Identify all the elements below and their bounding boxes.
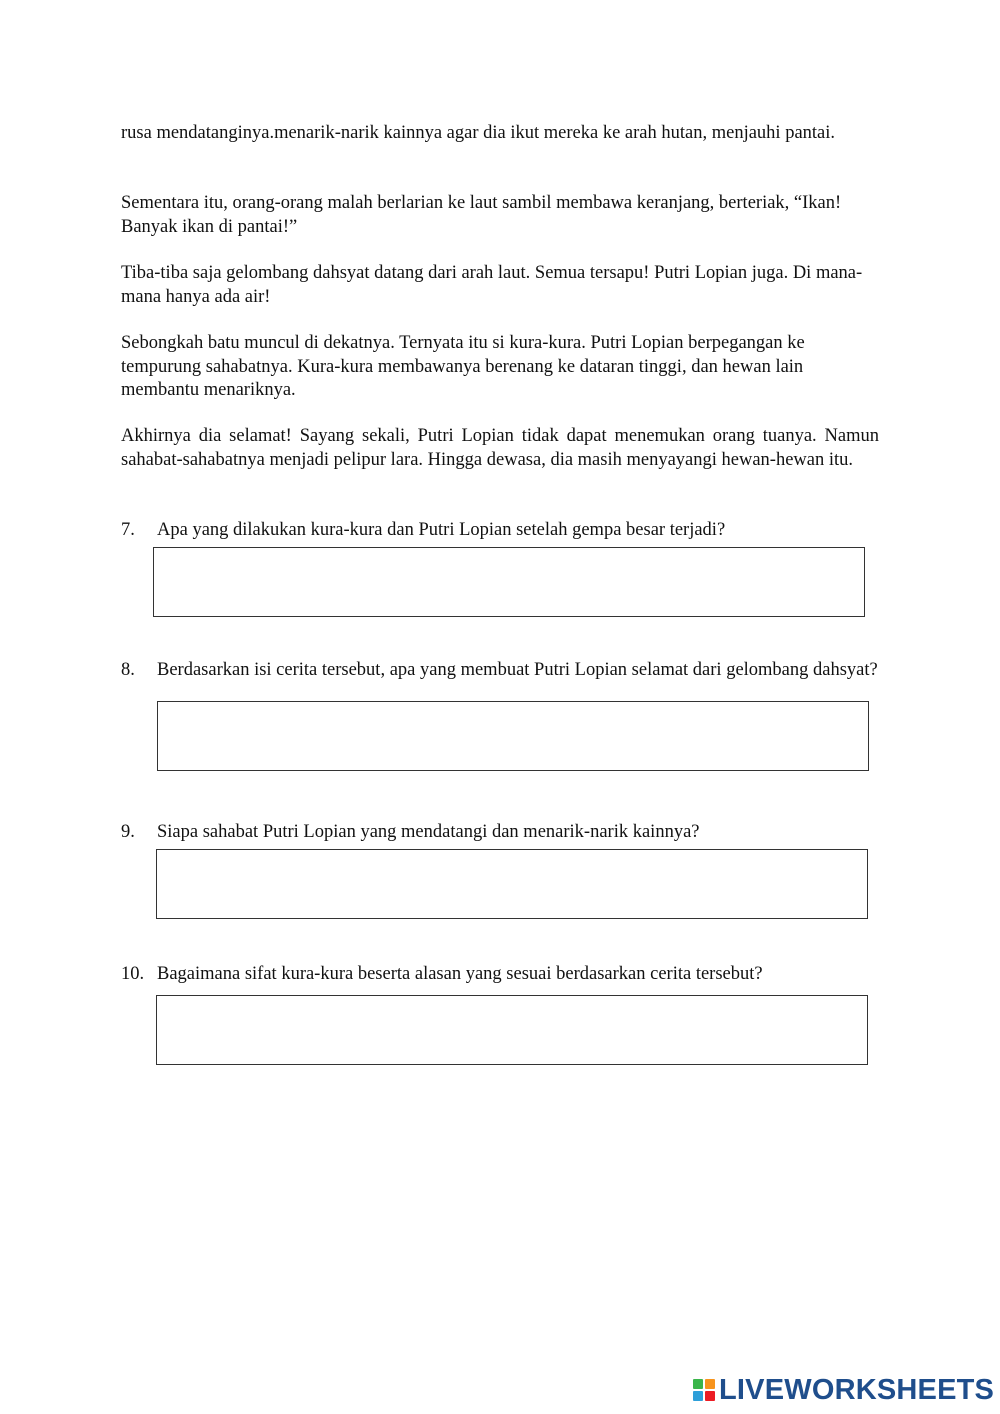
story-paragraph-3: Tiba-tiba saja gelombang dahsyat datang dari arah laut. Semua tersapu! Putri Lopian juga. Di mana-mana hanya ada air!: [121, 263, 863, 307]
question-7-number: 7.: [121, 520, 135, 540]
logo-square-orange: [705, 1379, 715, 1389]
question-8-text: Berdasarkan isi cerita tersebut, apa yang membuat Putri Lopian selamat dari gelombang dahsyat?: [157, 660, 878, 680]
story-paragraph-5: Akhirnya dia selamat! Sayang sekali, Putri Lopian tidak dapat menemukan orang tuanya. Namun sahabat-sahabatnya menjadi pelipur lara. Hingga dewasa, dia masih menyayangi hewan-hewan itu.: [121, 426, 879, 470]
logo-square-blue: [693, 1391, 703, 1401]
answer-box-9[interactable]: [156, 849, 868, 919]
answer-box-10[interactable]: [156, 995, 868, 1065]
answer-box-8[interactable]: [157, 701, 869, 771]
story-paragraph-2: Sementara itu, orang-orang malah berlarian ke laut sambil membawa keranjang, berteriak, “Ikan! Banyak ikan di pantai!”: [121, 193, 842, 237]
story-paragraph-1: rusa mendatanginya.menarik-narik kainnya agar dia ikut mereka ke arah hutan, menjauhi pantai.: [121, 123, 836, 143]
question-10-number: 10.: [121, 964, 145, 984]
liveworksheets-brand: [693, 1373, 994, 1407]
question-7-text: Apa yang dilakukan kura-kura dan Putri Lopian setelah gempa besar terjadi?: [157, 520, 726, 540]
story-paragraph-4: Sebongkah batu muncul di dekatnya. Ternyata itu si kura-kura. Putri Lopian berpegangan ke tempurung sahabatnya. Kura-kura membawanya berenang ke dataran tinggi, dan hewan lain membantu menariknya.: [121, 333, 805, 400]
logo-square-green: [693, 1379, 703, 1389]
question-9-text: Siapa sahabat Putri Lopian yang mendatangi dan menarik-narik kainnya?: [157, 822, 700, 842]
logo-square-red: [705, 1391, 715, 1401]
liveworksheets-logo-icon: [693, 1379, 715, 1401]
question-10-text: Bagaimana sifat kura-kura beserta alasan yang sesuai berdasarkan cerita tersebut?: [157, 964, 763, 984]
question-8-number: 8.: [121, 660, 135, 680]
brand-name: LIVEWORKSHEETS: [719, 1373, 995, 1406]
answer-box-7[interactable]: [153, 547, 865, 617]
question-9-number: 9.: [121, 822, 135, 842]
